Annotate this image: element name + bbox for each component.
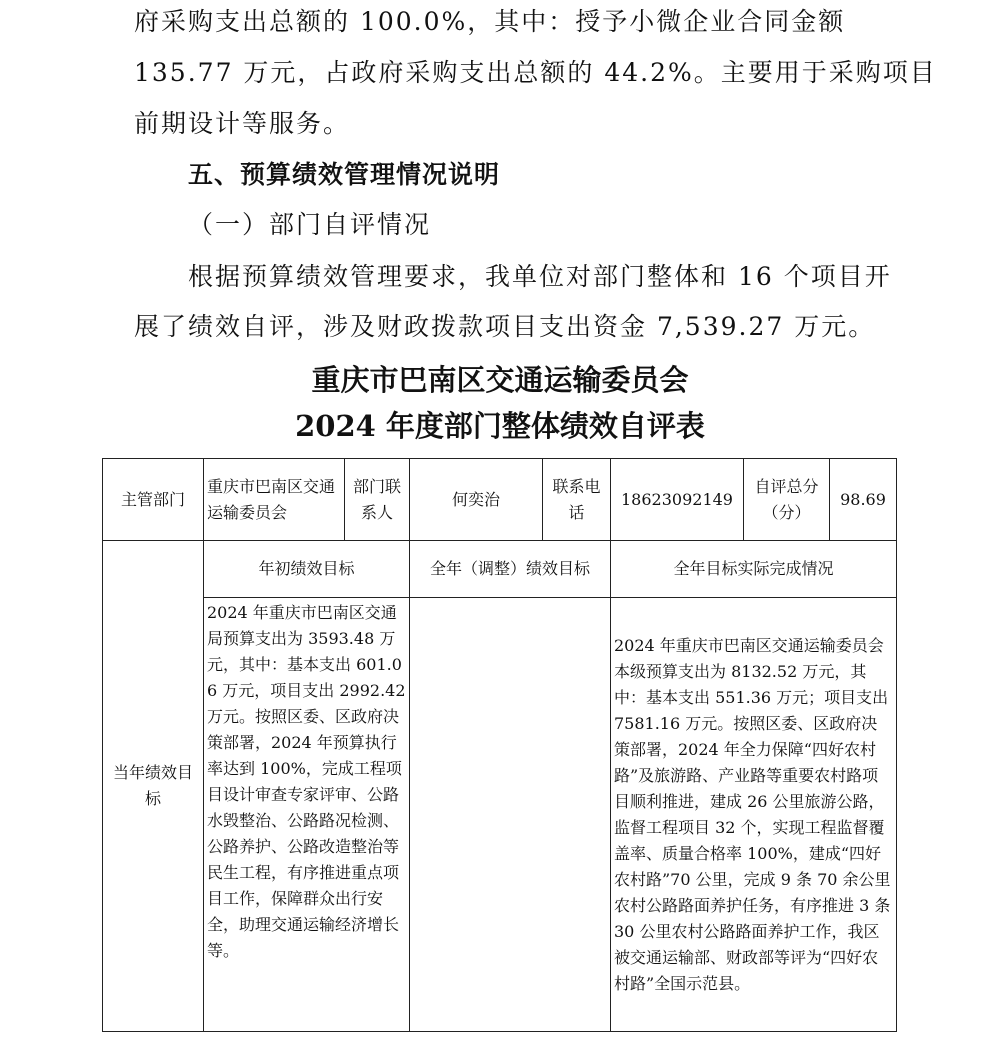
initial-goal-text: 2024 年重庆市巴南区交通局预算支出为 3593.48 万元，其中：基本支出 601.06 万元，项目支出 2992.42 万元。按照区委、区政府决策部署，2024 年预算执行率达到 100%，完成工程项目设计审查专家评审、公路水毁整治、公路路况检测、公路养护、公路改造整治等民生工程，有序推进重点项目工作，保障群众出行安全，助理交通运输经济增长等。: [204, 598, 410, 1032]
section-heading: 五、预算绩效管理情况说明: [188, 160, 501, 189]
section-paragraph-line-2: 展了绩效自评，涉及财政拨款项目支出资金 7,539.27 万元。: [134, 312, 876, 341]
contact-value-cell: 何奕治: [410, 459, 543, 541]
section-paragraph-line-1: 根据预算绩效管理要求，我单位对部门整体和 16 个项目开: [188, 262, 892, 291]
initial-goal-header: 年初绩效目标: [204, 541, 410, 598]
intro-line-2: 135.77 万元，占政府采购支出总额的 44.2%。主要用于采购项目: [134, 58, 937, 87]
actual-result-text: 2024 年重庆市巴南区交通运输委员会本级预算支出为 8132.52 万元，其中：基本支出 551.36 万元；项目支出 7581.16 万元。按照区委、区政府决策部署，2024 年全力保障“四好农村路”及旅游路、产业路等重要农村路项目顺利推进，建成 26 公里旅游公路，监督工程项目 32 个，实现工程监督覆盖率、质量合格率 100%，建成“四好农村路”70 公里，完成 9 条 70 余公里农村公路路面养护任务，有序推进 3 条 30 公里农村公路路面养护工作，我区被交通运输部、财政部等评为“四好农村路”全国示范县。: [611, 598, 897, 1032]
intro-line-3: 前期设计等服务。: [134, 109, 351, 138]
adjusted-goal-text: [410, 598, 611, 1032]
contact-label-cell: 部门联系人: [345, 459, 410, 541]
intro-line-1: 府采购支出总额的 100.0%，其中：授予小微企业合同金额: [134, 7, 846, 36]
adjusted-goal-header: 全年（调整）绩效目标: [410, 541, 611, 598]
score-value-cell: 98.69: [830, 459, 897, 541]
dept-label-cell: 主管部门: [103, 459, 204, 541]
phone-value-cell: 18623092149: [611, 459, 744, 541]
goal-row-label-cell: 当年绩效目标: [103, 541, 204, 1032]
score-label-cell: 自评总分（分）: [744, 459, 830, 541]
table-title-line-2: 2024 年度部门整体绩效自评表: [295, 409, 705, 443]
table-title-line-1: 重庆市巴南区交通运输委员会: [311, 363, 689, 397]
goal-content-row: [103, 598, 897, 1032]
section-subheading: （一）部门自评情况: [188, 210, 432, 239]
goal-columns-row: [103, 541, 897, 598]
performance-evaluation-table: [102, 458, 897, 1032]
table-header-row: [103, 459, 897, 541]
phone-label-cell: 联系电话: [543, 459, 611, 541]
dept-value-cell: 重庆市巴南区交通运输委员会: [204, 459, 345, 541]
actual-result-header: 全年目标实际完成情况: [611, 541, 897, 598]
